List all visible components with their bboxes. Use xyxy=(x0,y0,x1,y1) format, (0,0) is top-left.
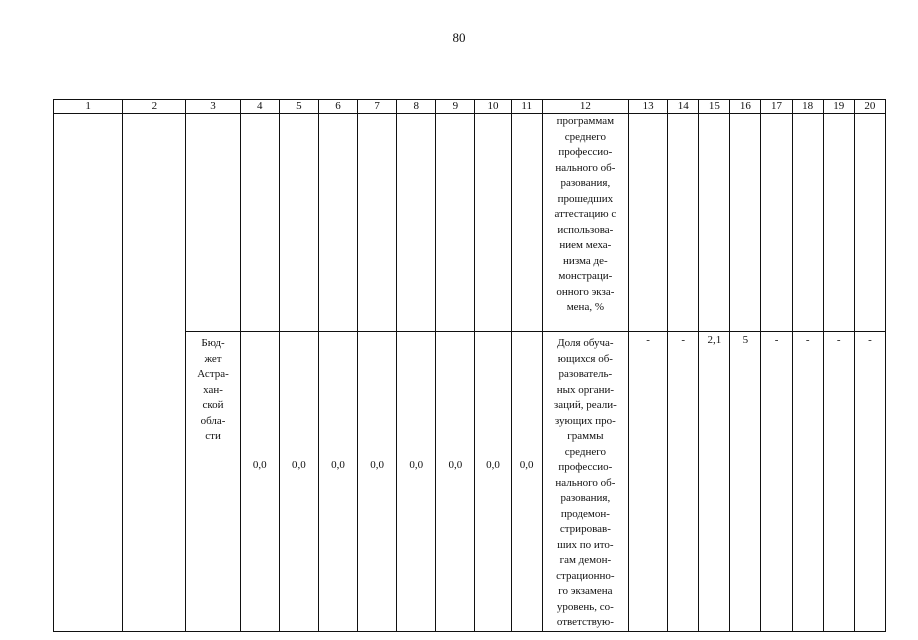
col-header-2: 2 xyxy=(123,100,186,114)
indicator-value: - xyxy=(868,334,872,346)
indicator-value: - xyxy=(681,334,686,346)
amount-value: 0,0 xyxy=(519,459,534,471)
funding-source: Бюд- жет Астра- хан- ской обла- сти xyxy=(197,337,229,442)
amount-value: 0,0 xyxy=(331,459,345,471)
cell-col20 xyxy=(854,114,885,332)
cell-col17 xyxy=(761,114,792,332)
cell-col4 xyxy=(240,332,279,632)
cell-col16 xyxy=(730,114,761,332)
program-table xyxy=(53,99,886,632)
col-header-19: 19 xyxy=(823,100,854,114)
amount-value: 0,0 xyxy=(486,459,500,471)
cell-col13 xyxy=(629,114,668,332)
cell-col19 xyxy=(823,332,854,632)
col-header-4: 4 xyxy=(240,100,279,114)
indicator-value: - xyxy=(836,334,841,346)
cell-col3 xyxy=(186,114,240,332)
amount-value: 0,0 xyxy=(252,459,267,471)
col-header-11: 11 xyxy=(511,100,542,114)
cell-col2 xyxy=(123,114,186,632)
indicator-value: - xyxy=(805,334,810,346)
col-header-1: 1 xyxy=(54,100,123,114)
cell-col5 xyxy=(279,114,318,332)
indicator-value: - xyxy=(646,334,650,346)
col-header-7: 7 xyxy=(358,100,397,114)
indicator-text: программам среднего профессио- нального об- разования, прошедших аттестацию с использова- нием меха- низма де- монстраци- онного экза- мена, % xyxy=(554,115,617,313)
cell-col1 xyxy=(54,114,123,632)
cell-col5 xyxy=(279,332,318,632)
indicator-text-cell xyxy=(542,114,628,332)
col-header-18: 18 xyxy=(792,100,823,114)
cell-col11 xyxy=(511,114,542,332)
col-header-16: 16 xyxy=(730,100,761,114)
col-header-5: 5 xyxy=(279,100,318,114)
indicator-value: 2,1 xyxy=(707,334,722,346)
cell-col7 xyxy=(358,114,397,332)
col-header-8: 8 xyxy=(397,100,436,114)
amount-value: 0,0 xyxy=(448,459,463,471)
indicator-text: Доля обуча- ющихся об- разователь- ных органи- заций, реали- зующих про- граммы среднего профессио- нального об- разования, продемон- стрировав- ших по ито- гам демон- страционно- го экзамена уровень, со- ответствую- xyxy=(553,337,617,628)
col-header-9: 9 xyxy=(436,100,475,114)
cell-col14 xyxy=(668,114,699,332)
cell-col19 xyxy=(823,114,854,332)
cell-col10 xyxy=(475,332,511,632)
cell-col6 xyxy=(318,114,357,332)
col-header-17: 17 xyxy=(761,100,792,114)
cell-col8 xyxy=(397,114,436,332)
col-header-3: 3 xyxy=(186,100,240,114)
cell-col8 xyxy=(397,332,436,632)
indicator-value: 5 xyxy=(742,334,749,346)
cell-col18 xyxy=(792,332,823,632)
cell-col13 xyxy=(629,332,668,632)
amount-value: 0,0 xyxy=(409,459,424,471)
cell-col15 xyxy=(699,332,730,632)
indicator-value: - xyxy=(774,334,779,346)
indicator-text-cell xyxy=(542,332,628,632)
table-row xyxy=(54,114,886,332)
col-header-15: 15 xyxy=(699,100,730,114)
cell-col15 xyxy=(699,114,730,332)
cell-col10 xyxy=(475,114,511,332)
cell-col17 xyxy=(761,332,792,632)
col-header-12: 12 xyxy=(542,100,628,114)
col-header-10: 10 xyxy=(475,100,511,114)
cell-col11 xyxy=(511,332,542,632)
cell-col9 xyxy=(436,332,475,632)
amount-value: 0,0 xyxy=(370,459,384,471)
col-header-13: 13 xyxy=(629,100,668,114)
page-number: 80 xyxy=(452,30,466,45)
cell-col6 xyxy=(318,332,357,632)
cell-col7 xyxy=(358,332,397,632)
col-header-6: 6 xyxy=(318,100,357,114)
cell-col9 xyxy=(436,114,475,332)
cell-col4 xyxy=(240,114,279,332)
cell-col16 xyxy=(730,332,761,632)
col-header-14: 14 xyxy=(668,100,699,114)
amount-value: 0,0 xyxy=(291,459,306,471)
col-header-20: 20 xyxy=(854,100,885,114)
column-number-row xyxy=(54,100,886,114)
cell-col18 xyxy=(792,114,823,332)
cell-col20 xyxy=(854,332,885,632)
funding-source-cell xyxy=(186,332,240,632)
cell-col14 xyxy=(668,332,699,632)
